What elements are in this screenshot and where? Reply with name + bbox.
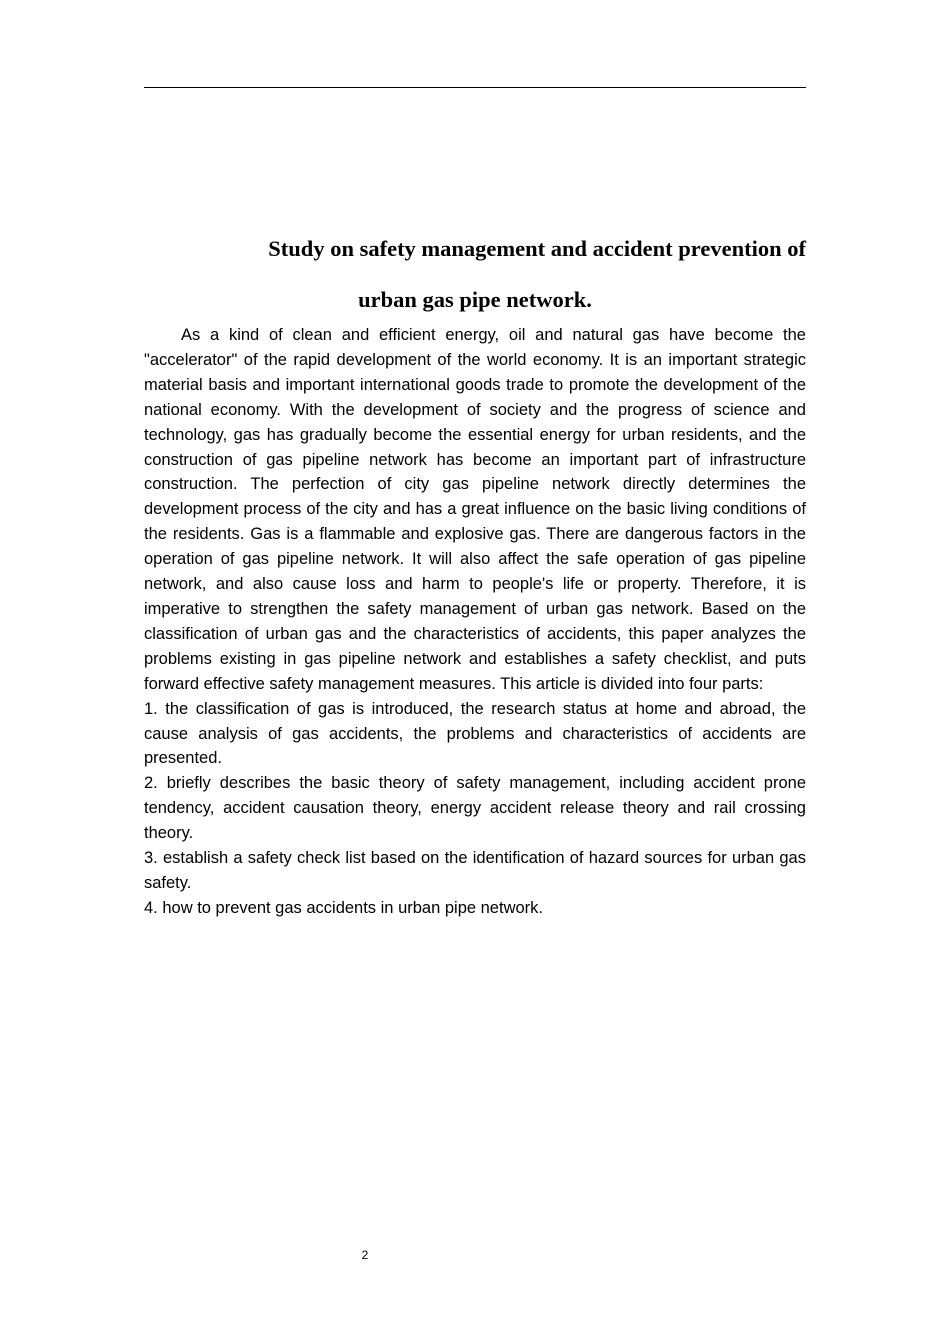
document-body — [144, 323, 806, 921]
list-item-part-1: 1. the classification of gas is introduced, the research status at home and abroad, the cause analysis of gas accidents, the problems and characteristics of accidents are presented. — [144, 699, 806, 768]
page-number: 2 — [361, 1248, 369, 1262]
list-item-part-2: 2. briefly describes the basic theory of safety management, including accident prone tendency, accident causation theory, energy accident release theory and rail crossing theory. — [144, 774, 806, 843]
header-rule — [144, 87, 806, 88]
list-item-part-4: 4. how to prevent gas accidents in urban pipe network. — [144, 898, 543, 917]
document-title-line-2: urban gas pipe network. — [358, 287, 592, 312]
document-title-line-1: Study on safety management and accident prevention of — [268, 236, 806, 261]
list-item-part-3: 3. establish a safety check list based on the identification of hazard sources for urban gas safety. — [144, 849, 806, 892]
abstract-paragraph: As a kind of clean and efficient energy, oil and natural gas have become the "accelerator" of the rapid development of the world economy. It is an important strategic material basis and important international goods trade to promote the development of the national economy. With the development of society and the progress of science and technology, gas has gradually become the essential energy for urban residents, and the construction of gas pipeline network has become an important part of infrastructure construction. The perfection of city gas pipeline network directly determines the development process of the city and has a great influence on the basic living conditions of the residents. Gas is a flammable and explosive gas. There are dangerous factors in the operation of gas pipeline network. It will also affect the safe operation of gas pipeline network, and also cause loss and harm to people's life or property. Therefore, it is imperative to strengthen the safety management of urban gas network. Based on the classification of urban gas and the characteristics of accidents, this paper analyzes the problems existing in gas pipeline network and establishes a safety checklist, and puts forward effective safety management measures. This article is divided into four parts: — [144, 326, 806, 693]
